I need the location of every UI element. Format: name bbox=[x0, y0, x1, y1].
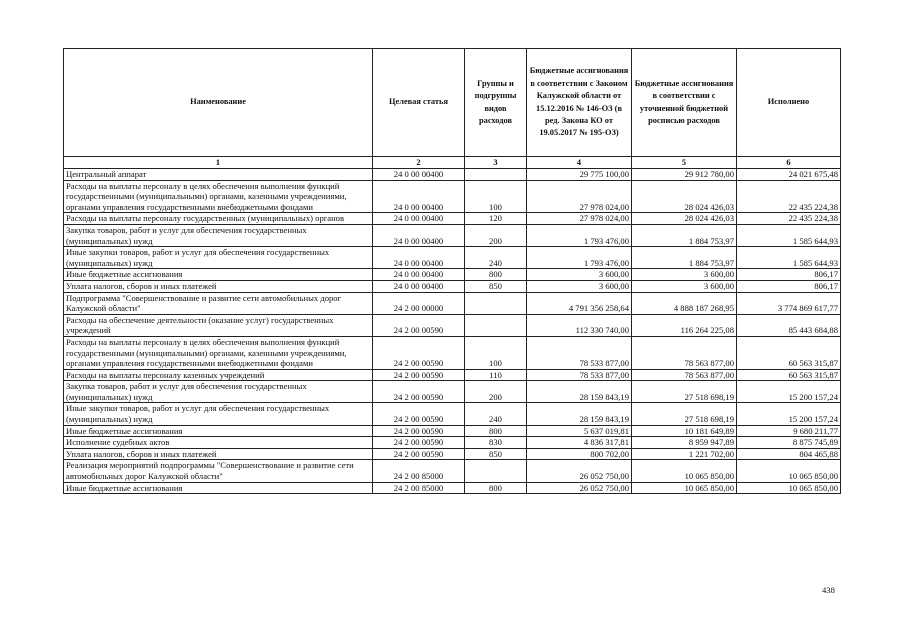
row-refined-allocation: 1 221 702,00 bbox=[632, 448, 737, 460]
row-law-allocation: 27 978 024,00 bbox=[527, 213, 632, 225]
row-expense-group: 200 bbox=[465, 224, 527, 246]
row-law-allocation: 3 600,00 bbox=[527, 280, 632, 292]
row-target-article: 24 2 00 85000 bbox=[373, 460, 465, 482]
row-expense-group bbox=[465, 314, 527, 336]
header-executed: Исполнено bbox=[737, 49, 841, 157]
header-expense-groups: Группы и подгруппы видов расходов bbox=[465, 49, 527, 157]
row-name: Иные бюджетные ассигнования bbox=[64, 269, 373, 281]
row-executed: 1 585 644,93 bbox=[737, 247, 841, 269]
row-target-article: 24 2 00 85000 bbox=[373, 482, 465, 494]
row-expense-group bbox=[465, 292, 527, 314]
row-expense-group: 850 bbox=[465, 280, 527, 292]
row-target-article: 24 0 00 00400 bbox=[373, 269, 465, 281]
table-row bbox=[64, 213, 841, 225]
row-expense-group: 830 bbox=[465, 437, 527, 449]
header-name: Наименование bbox=[64, 49, 373, 157]
row-name: Иные закупки товаров, работ и услуг для обеспечения государственных (муниципальных) нужд bbox=[64, 403, 373, 425]
column-number: 1 bbox=[64, 157, 373, 169]
row-law-allocation: 78 533 877,00 bbox=[527, 336, 632, 369]
row-target-article: 24 0 00 00400 bbox=[373, 169, 465, 181]
row-target-article: 24 2 00 00590 bbox=[373, 448, 465, 460]
row-law-allocation: 4 791 356 258,64 bbox=[527, 292, 632, 314]
header-refined-allocations: Бюджетные ассигнования в соответствии с уточненной бюджетной росписью расходов bbox=[632, 49, 737, 157]
row-executed: 15 200 157,24 bbox=[737, 381, 841, 403]
table-header-row bbox=[64, 49, 841, 157]
budget-table bbox=[63, 48, 841, 494]
row-refined-allocation: 116 264 225,08 bbox=[632, 314, 737, 336]
row-executed: 15 200 157,24 bbox=[737, 403, 841, 425]
row-name: Иные бюджетные ассигнования bbox=[64, 482, 373, 494]
row-target-article: 24 2 00 00000 bbox=[373, 292, 465, 314]
row-executed: 22 435 224,38 bbox=[737, 213, 841, 225]
row-law-allocation: 78 533 877,00 bbox=[527, 369, 632, 381]
row-executed: 3 774 869 617,77 bbox=[737, 292, 841, 314]
row-expense-group: 240 bbox=[465, 247, 527, 269]
table-row bbox=[64, 369, 841, 381]
row-law-allocation: 29 775 100,00 bbox=[527, 169, 632, 181]
row-refined-allocation: 3 600,00 bbox=[632, 280, 737, 292]
row-name: Реализация мероприятий подпрограммы "Совершенствование и развитие сети автомобильных дорог Калужской области" bbox=[64, 460, 373, 482]
row-law-allocation: 27 978 024,00 bbox=[527, 180, 632, 213]
row-law-allocation: 26 052 750,00 bbox=[527, 482, 632, 494]
row-name: Исполнение судебных актов bbox=[64, 437, 373, 449]
row-law-allocation: 4 836 317,81 bbox=[527, 437, 632, 449]
column-number: 2 bbox=[373, 157, 465, 169]
row-name: Расходы на выплаты персоналу государственных (муниципальных) органов bbox=[64, 213, 373, 225]
row-refined-allocation: 28 024 426,03 bbox=[632, 180, 737, 213]
table-row bbox=[64, 425, 841, 437]
column-number: 3 bbox=[465, 157, 527, 169]
row-target-article: 24 2 00 00590 bbox=[373, 314, 465, 336]
table-row bbox=[64, 224, 841, 246]
row-refined-allocation: 4 888 187 268,95 bbox=[632, 292, 737, 314]
row-expense-group: 110 bbox=[465, 369, 527, 381]
row-refined-allocation: 78 563 877,00 bbox=[632, 369, 737, 381]
row-refined-allocation: 28 024 426,03 bbox=[632, 213, 737, 225]
row-target-article: 24 2 00 00590 bbox=[373, 425, 465, 437]
row-expense-group: 240 bbox=[465, 403, 527, 425]
row-refined-allocation: 1 884 753,97 bbox=[632, 224, 737, 246]
row-name: Центральный аппарат bbox=[64, 169, 373, 181]
row-name: Расходы на выплаты персоналу в целях обеспечения выполнения функций государственными (муниципальными) органами, казенными учреждениями, органами управления государственными внебюджетными фондами bbox=[64, 180, 373, 213]
table-row bbox=[64, 169, 841, 181]
row-target-article: 24 2 00 00590 bbox=[373, 403, 465, 425]
row-name: Иные закупки товаров, работ и услуг для обеспечения государственных (муниципальных) нужд bbox=[64, 247, 373, 269]
row-refined-allocation: 29 912 780,00 bbox=[632, 169, 737, 181]
column-numbers-row bbox=[64, 157, 841, 169]
row-target-article: 24 2 00 00590 bbox=[373, 437, 465, 449]
row-target-article: 24 0 00 00400 bbox=[373, 213, 465, 225]
row-name: Закупка товаров, работ и услуг для обеспечения государственных (муниципальных) нужд bbox=[64, 224, 373, 246]
row-name: Расходы на выплаты персоналу казенных учреждений bbox=[64, 369, 373, 381]
row-expense-group: 200 bbox=[465, 381, 527, 403]
row-target-article: 24 0 00 00400 bbox=[373, 247, 465, 269]
row-expense-group: 100 bbox=[465, 180, 527, 213]
row-expense-group: 850 bbox=[465, 448, 527, 460]
row-expense-group: 100 bbox=[465, 336, 527, 369]
column-number: 5 bbox=[632, 157, 737, 169]
row-executed: 60 563 315,87 bbox=[737, 336, 841, 369]
row-name: Иные бюджетные ассигнования bbox=[64, 425, 373, 437]
table-row bbox=[64, 280, 841, 292]
column-number: 4 bbox=[527, 157, 632, 169]
row-refined-allocation: 27 518 698,19 bbox=[632, 403, 737, 425]
table-row bbox=[64, 247, 841, 269]
row-refined-allocation: 78 563 877,00 bbox=[632, 336, 737, 369]
header-law-allocations: Бюджетные ассигнования в соответствии с Законом Калужской области от 15.12.2016 № 146-ОЗ (в ред. Закона КО от 19.05.2017 № 195-ОЗ) bbox=[527, 49, 632, 157]
row-name: Уплата налогов, сборов и иных платежей bbox=[64, 448, 373, 460]
table-row bbox=[64, 381, 841, 403]
row-refined-allocation: 10 065 850,00 bbox=[632, 482, 737, 494]
table-row bbox=[64, 437, 841, 449]
row-target-article: 24 0 00 00400 bbox=[373, 180, 465, 213]
row-refined-allocation: 8 959 947,89 bbox=[632, 437, 737, 449]
row-executed: 1 585 644,93 bbox=[737, 224, 841, 246]
row-executed: 10 065 850,00 bbox=[737, 482, 841, 494]
row-executed: 24 021 675,48 bbox=[737, 169, 841, 181]
column-number: 6 bbox=[737, 157, 841, 169]
row-expense-group: 800 bbox=[465, 425, 527, 437]
row-refined-allocation: 27 518 698,19 bbox=[632, 381, 737, 403]
row-law-allocation: 1 793 476,00 bbox=[527, 224, 632, 246]
page-number: 438 bbox=[822, 585, 835, 595]
row-refined-allocation: 1 884 753,97 bbox=[632, 247, 737, 269]
row-target-article: 24 2 00 00590 bbox=[373, 381, 465, 403]
row-law-allocation: 26 052 750,00 bbox=[527, 460, 632, 482]
row-executed: 8 875 745,89 bbox=[737, 437, 841, 449]
row-law-allocation: 1 793 476,00 bbox=[527, 247, 632, 269]
table-row bbox=[64, 336, 841, 369]
row-refined-allocation: 10 181 649,89 bbox=[632, 425, 737, 437]
table-row bbox=[64, 482, 841, 494]
row-expense-group: 120 bbox=[465, 213, 527, 225]
row-target-article: 24 2 00 00590 bbox=[373, 336, 465, 369]
row-executed: 9 680 211,77 bbox=[737, 425, 841, 437]
row-law-allocation: 800 702,00 bbox=[527, 448, 632, 460]
row-name: Закупка товаров, работ и услуг для обеспечения государственных (муниципальных) нужд bbox=[64, 381, 373, 403]
header-target-article: Целевая статья bbox=[373, 49, 465, 157]
row-executed: 804 465,88 bbox=[737, 448, 841, 460]
row-target-article: 24 2 00 00590 bbox=[373, 369, 465, 381]
row-executed: 60 563 315,87 bbox=[737, 369, 841, 381]
row-refined-allocation: 10 065 850,00 bbox=[632, 460, 737, 482]
table-row bbox=[64, 448, 841, 460]
row-law-allocation: 3 600,00 bbox=[527, 269, 632, 281]
row-expense-group: 800 bbox=[465, 269, 527, 281]
row-refined-allocation: 3 600,00 bbox=[632, 269, 737, 281]
table-row bbox=[64, 314, 841, 336]
table-row bbox=[64, 292, 841, 314]
row-name: Расходы на обеспечение деятельности (оказание услуг) государственных учреждений bbox=[64, 314, 373, 336]
row-law-allocation: 112 330 740,00 bbox=[527, 314, 632, 336]
table-row bbox=[64, 403, 841, 425]
row-name: Уплата налогов, сборов и иных платежей bbox=[64, 280, 373, 292]
row-expense-group: 800 bbox=[465, 482, 527, 494]
row-name: Подпрограмма "Совершенствование и развитие сети автомобильных дорог Калужской области" bbox=[64, 292, 373, 314]
row-executed: 85 443 684,88 bbox=[737, 314, 841, 336]
row-law-allocation: 28 159 843,19 bbox=[527, 381, 632, 403]
row-target-article: 24 0 00 00400 bbox=[373, 280, 465, 292]
row-name: Расходы на выплаты персоналу в целях обеспечения выполнения функций государственными (муниципальными) органами, казенными учреждениями, органами управления государственными внебюджетными фондами bbox=[64, 336, 373, 369]
row-executed: 10 065 850,00 bbox=[737, 460, 841, 482]
table-row bbox=[64, 180, 841, 213]
table-row bbox=[64, 269, 841, 281]
row-expense-group bbox=[465, 460, 527, 482]
table-row bbox=[64, 460, 841, 482]
row-law-allocation: 5 637 019,81 bbox=[527, 425, 632, 437]
row-executed: 806,17 bbox=[737, 280, 841, 292]
row-executed: 22 435 224,38 bbox=[737, 180, 841, 213]
row-expense-group bbox=[465, 169, 527, 181]
row-executed: 806,17 bbox=[737, 269, 841, 281]
row-law-allocation: 28 159 843,19 bbox=[527, 403, 632, 425]
row-target-article: 24 0 00 00400 bbox=[373, 224, 465, 246]
